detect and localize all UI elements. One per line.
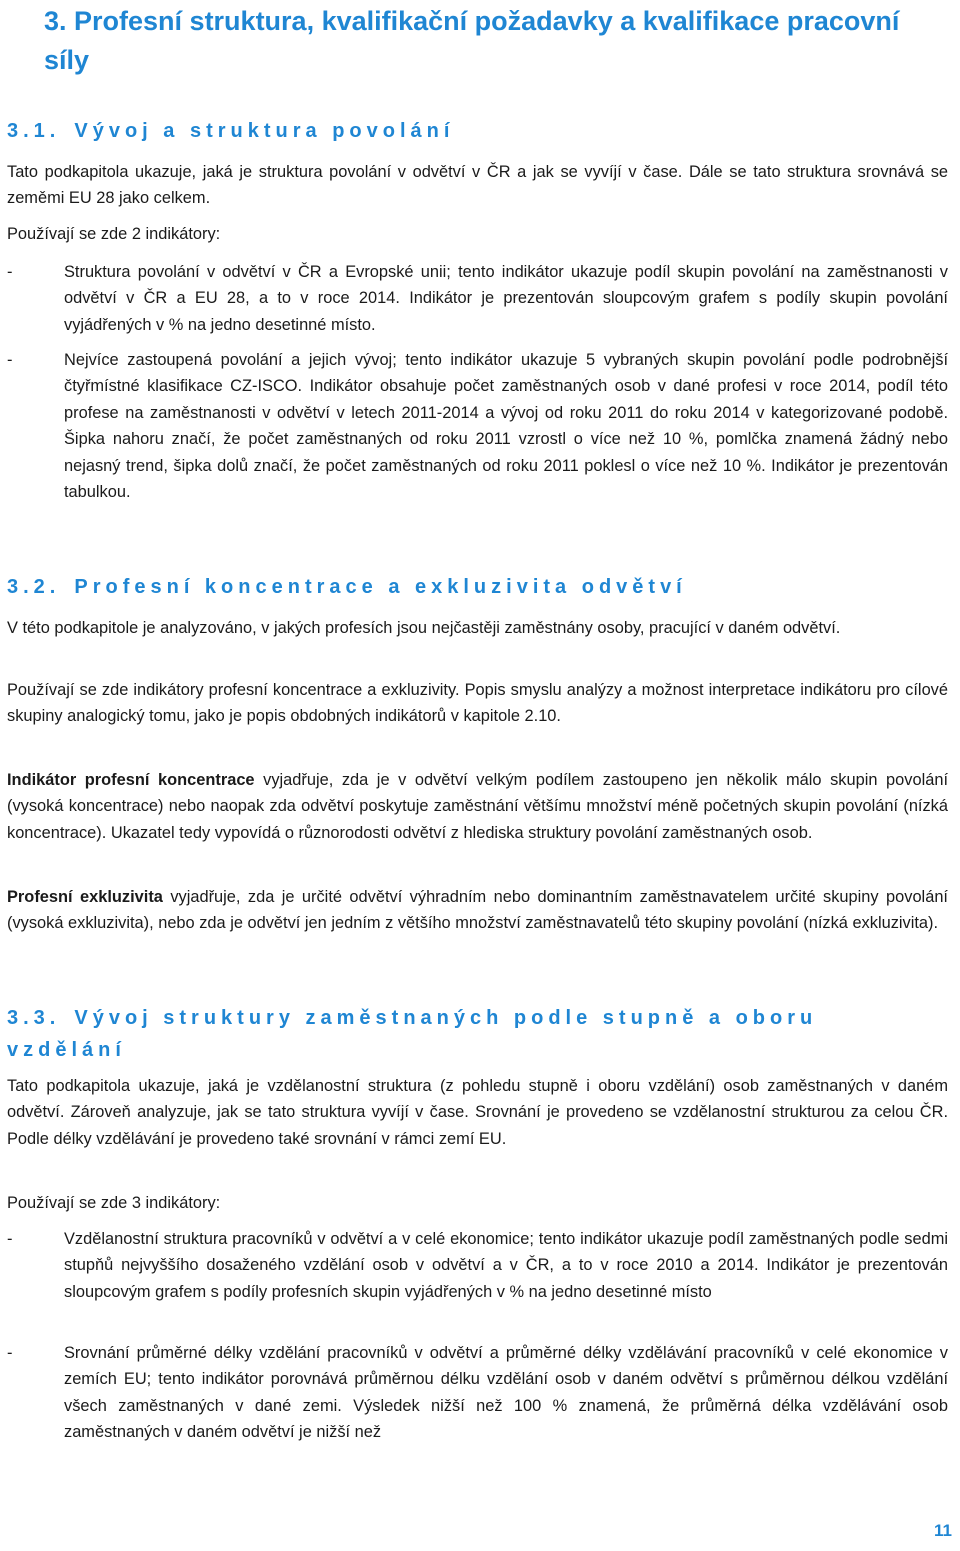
section-number: 3.2.: [7, 576, 61, 598]
bullet-dash: -: [7, 1230, 13, 1248]
bullet-dash: -: [7, 351, 13, 369]
bullet-dash: -: [7, 1344, 13, 1362]
section-heading-3-1: [7, 116, 937, 146]
paragraph: Používají se zde 2 indikátory:: [7, 225, 221, 243]
page-number: 11: [934, 1521, 952, 1540]
paragraph: Používají se zde indikátory profesní koncentrace a exkluzivity. Popis smyslu analýzy a možnost interpretace indikátoru pro cílové skupiny analogický tomu, jako je popis obdobných indikátorů v kapitole 2.10.: [7, 681, 948, 726]
paragraph: V této podkapitole je analyzováno, v jakých profesích jsou nejčastěji zaměstnány osoby, pracující v daném odvětví.: [7, 619, 841, 637]
list-item-text: Vzdělanostní struktura pracovníků v odvětví a v celé ekonomice; tento indikátor ukazuje podíl zaměstnaných podle sedmi stupňů nejvyššího dosaženého vzdělání osob v odvětví a v ČR, a to v roce 2010 a 2014. Indikátor je prezentován sloupcovým grafem s podíly profesních skupin vyjádřených v % na jedno desetinné místo: [64, 1230, 948, 1301]
paragraph-text: vyjadřuje, zda je určité odvětví výhradním nebo dominantním zaměstnavatelem určité skupiny povolání (vysoká exkluzivita), nebo zda je odvětví jen jedním z většího množství zaměstnavatelů této skupiny povolání (nízká exkluzivita).: [7, 888, 948, 933]
list-item: [7, 1226, 948, 1305]
section-number: 3.3.: [7, 1007, 61, 1029]
paragraph: Tato podkapitola ukazuje, jaká je struktura povolání v odvětví v ČR a jak se vyvíjí v čase. Dále se tato struktura srovnává se zeměmi EU 28 jako celkem.: [7, 163, 948, 208]
paragraph: [7, 767, 948, 846]
paragraph-text: vyjadřuje, zda je v odvětví velkým podílem zastoupeno jen několik málo skupin povolání (vysoká koncentrace) nebo naopak zda odvětví poskytuje zaměstnání většímu množství méně početných skupin povolání (nízká koncentrace). Ukazatel tedy vypovídá o různorodosti odvětví z hlediska struktury povolání zaměstnaných osob.: [7, 771, 949, 842]
list-item-text: Srovnání průměrné délky vzdělání pracovníků v odvětví a průměrné délky vzdělávání pracovníků v celé ekonomice v zemích EU; tento indikátor porovnává průměrnou délku vzdělání osob v daném odvětví s průměrnou délkou vzdělání všech zaměstnaných v dané zemi. Výsledek nižší než 100 % znamená, že průměrná délka vzdělávání osob zaměstnaných v daném odvětví je nižší než: [64, 1344, 948, 1442]
list-item: [7, 1340, 948, 1446]
section-title: Profesní koncentrace a exkluzivita odvětví: [74, 576, 687, 598]
list-item: [7, 347, 948, 505]
term-bold: Profesní exkluzivita: [7, 888, 163, 906]
section-heading-3-2: [7, 572, 937, 602]
section-title: Vývoj struktury zaměstnaných podle stupně a oboru vzdělání: [7, 1007, 818, 1061]
list-item-text: Struktura povolání v odvětví v ČR a Evropské unii; tento indikátor ukazuje podíl skupin povolání na zaměstnanosti v odvětví v ČR a EU 28, a to v roce 2014. Indikátor je prezentován sloupcovým grafem s podíly skupin povolání vyjádřených v % na jedno desetinné místo.: [64, 263, 948, 334]
section-number: 3.1.: [7, 120, 61, 142]
chapter-title: 3. Profesní struktura, kvalifikační požadavky a kvalifikace pracovní síly: [44, 6, 900, 75]
paragraph: [7, 884, 948, 937]
term-bold: Indikátor profesní koncentrace: [7, 771, 255, 789]
list-item-text: Nejvíce zastoupená povolání a jejich vývoj; tento indikátor ukazuje 5 vybraných skupin povolání podle podrobnější čtyřmístné klasifikace CZ-ISCO. Indikátor obsahuje počet zaměstnaných osob v dané profesi v roce 2014, podíl této profese na zaměstnanosti v odvětví v letech 2011-2014 a vývoj od roku 2011 do roku 2014 v kategorizované podobě. Šipka nahoru značí, že počet zaměstnaných od roku 2011 vzrostl o více než 10 %, pomlčka znamená žádný nebo nejasný trend, šipka dolů značí, že počet zaměstnaných od roku 2011 poklesl o více než 10 %. Indikátor je prezentován tabulkou.: [64, 351, 948, 502]
bullet-dash: -: [7, 263, 13, 281]
section-heading-3-3: [7, 1002, 937, 1066]
paragraph: Tato podkapitola ukazuje, jaká je vzdělanostní struktura (z pohledu stupně i oboru vzdělání) osob zaměstnaných v daném odvětví. Zároveň analyzuje, jak se tato struktura vyvíjí v čase. Srovnání je provedeno se vzdělanostní strukturou za celou ČR. Podle délky vzdělávání je provedeno také srovnání v rámci zemí EU.: [7, 1077, 948, 1148]
list-item: [7, 259, 948, 338]
section-title: Vývoj a struktura povolání: [74, 120, 455, 142]
paragraph: Používají se zde 3 indikátory:: [7, 1194, 221, 1212]
